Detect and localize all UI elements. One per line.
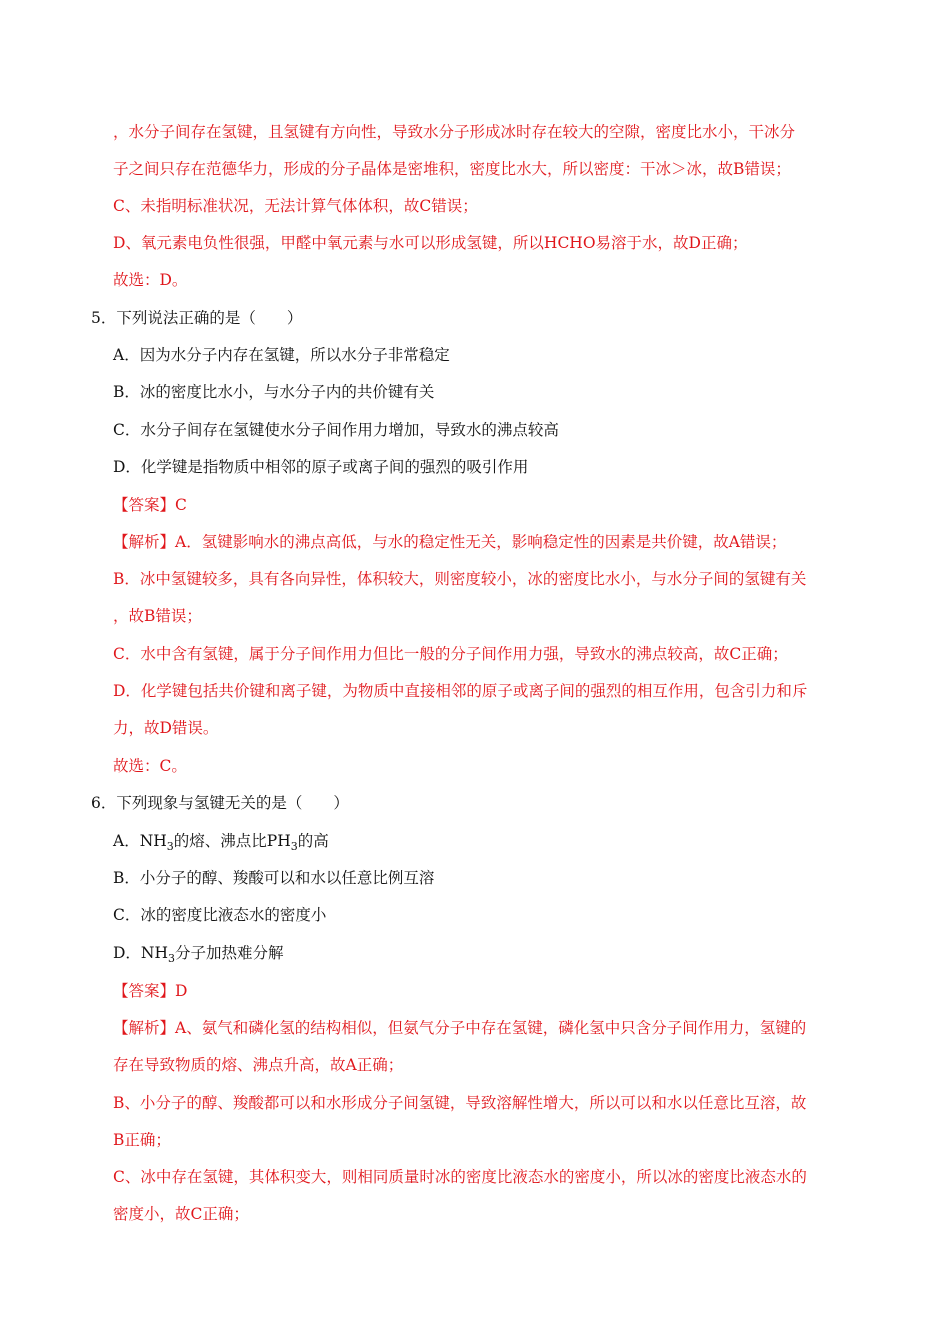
explanation-line: 存在导致物质的熔、沸点升高，故A正确；: [113, 1056, 404, 1074]
explanation-line: ，水分子间存在氢键，且氢键有方向性，导致水分子形成冰时存在较大的空隙，密度比水小，干冰分: [113, 123, 796, 141]
question-6-answer: 【答案】D: [113, 982, 188, 1000]
question-5-stem: 5．下列说法正确的是（ ）: [91, 309, 303, 327]
explanation-line: 【解析】A．氢键影响水的沸点高低，与水的稳定性无关，影响稳定性的因素是共价键，故A错误；: [113, 533, 787, 551]
explanation-line: 子之间只存在范德华力，形成的分子晶体是密堆积，密度比水大，所以密度：干冰＞冰，故B错误；: [113, 160, 791, 178]
explanation-line: 密度小，故C正确；: [113, 1205, 249, 1223]
explanation-line: D．化学键包括共价键和离子键，为物质中直接相邻的原子或离子间的强烈的相互作用，包含引力和斥: [113, 682, 808, 700]
explanation-line: B正确；: [113, 1131, 171, 1149]
question-6-option-a: A．$NH_3$的熔、沸点比$PH_3$的高: [113, 832, 329, 854]
explanation-line: 【解析】A、氨气和磷化氢的结构相似，但氨气分子中存在氢键，磷化氢中只含分子间作用力，氢键的: [113, 1019, 807, 1037]
explanation-line: C、未指明标准状况，无法计算气体体积，故C错误；: [113, 197, 478, 215]
explanation-line: ，故B错误；: [113, 607, 202, 625]
question-6-stem: 6．下列现象与氢键无关的是（ ）: [91, 794, 349, 812]
explanation-line: 力，故D错误。: [113, 719, 219, 737]
explanation-line: B、小分子的醇、羧酸都可以和水形成分子间氢键，导致溶解性增大，所以可以和水以任意比互溶，故: [113, 1094, 807, 1112]
question-5-option-a: A．因为水分子内存在氢键，所以水分子非常稳定: [113, 346, 450, 364]
question-6-option-c: C．冰的密度比液态水的密度小: [113, 906, 327, 924]
explanation-line: C、冰中存在氢键，其体积变大，则相同质量时冰的密度比液态水的密度小，所以冰的密度比液态水的: [113, 1168, 807, 1186]
explanation-line: D、氧元素电负性很强，甲醛中氧元素与水可以形成氢键，所以HCHO易溶于水，故D正确；: [113, 234, 748, 252]
question-6-option-b: B．小分子的醇、羧酸可以和水以任意比例互溶: [113, 869, 435, 887]
question-5-option-d: D．化学键是指物质中相邻的原子或离子间的强烈的吸引作用: [113, 458, 529, 476]
answer-choice-line: 故选：C。: [113, 757, 187, 775]
answer-choice-line: 故选：D。: [113, 271, 188, 289]
explanation-line: C．水中含有氢键，属于分子间作用力但比一般的分子间作用力强，导致水的沸点较高，故C正确；: [113, 645, 788, 663]
question-5-option-c: C．水分子间存在氢键使水分子间作用力增加，导致水的沸点较高: [113, 421, 559, 439]
explanation-line: B．冰中氢键较多，具有各向异性，体积较大，则密度较小，冰的密度比水小，与水分子间的氢键有关: [113, 570, 807, 588]
question-6-option-d: D．$NH_3$分子加热难分解: [113, 944, 284, 966]
question-5-option-b: B．冰的密度比水小，与水分子内的共价键有关: [113, 383, 435, 401]
question-5-answer: 【答案】C: [113, 496, 187, 514]
